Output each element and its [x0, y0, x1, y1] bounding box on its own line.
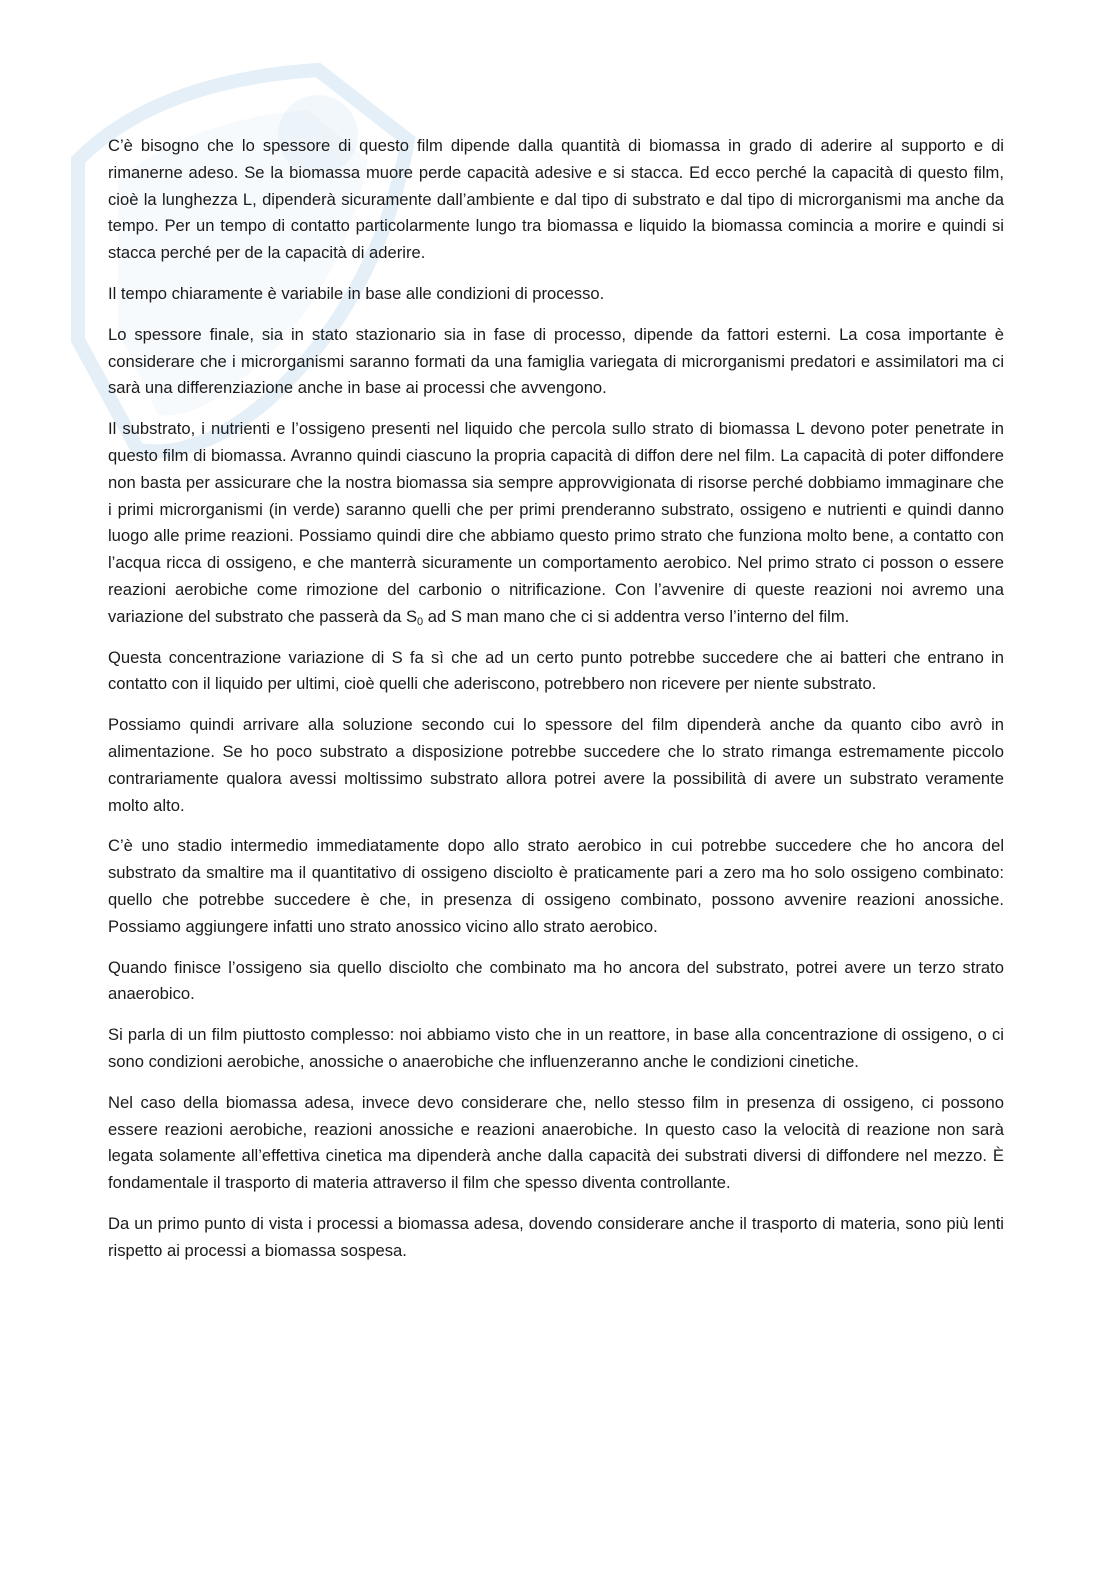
paragraph-10: Nel caso della biomassa adesa, invece devo considerare che, nello stesso film in presenza di ossigeno, ci possono essere reazioni aerobiche, reazioni anossiche e reazioni anaerobiche. In questo caso la velocità di reazione non sarà legata solamente all’effettiva cinetica ma dipenderà anche dalla capacità dei substrati diversi di diffondere nel mezzo. È fondamentale il trasporto di materia attraverso il film che spesso diventa controllante. — [108, 1092, 1004, 1193]
paragraph-8: Quando finisce l’ossigeno sia quello disciolto che combinato ma ho ancora del substrato, potrei avere un terzo strato anaerobico. — [108, 957, 1004, 1004]
paragraph-9: Si parla di un film piuttosto complesso: noi abbiamo visto che in un reattore, in base alla concentrazione di ossigeno, o ci sono condizioni aerobiche, anossiche o anaerobiche che influenzeranno anche le condizioni cinetiche. — [108, 1025, 1004, 1071]
paragraph-11: Da un primo punto di vista i processi a biomassa adesa, dovendo considerare anche il trasporto di materia, sono più lenti rispetto ai processi a biomassa sospesa. — [108, 1213, 1004, 1260]
paragraph-4-text: Il substrato, i nutrienti e l’ossigeno presenti nel liquido che percola sullo strato di biomassa L devono poter penetrate in questo film di biomassa. Avranno quindi ciascuno la propria capacità di diffon dere nel film. La capacità di poter diffondere non basta per assicurare che la nostra biomassa sia sempre approvvigionata di risorse perché dobbiamo immaginare che i primi microrganismi (in verde) saranno quelli che per primi prenderanno substrato, ossigeno e nutrienti e quindi danno luogo alle prime reazioni. Possiamo quindi dire che abbiamo questo primo strato che funziona molto bene, a contatto con l’acqua ricca di ossigeno, e che manterrà sicuramente un comportamento aerobico. Nel primo strato ci posson o essere reazioni aerobiche come rimozione del carbonio o nitrificazione. Con l’avvenire di queste reazioni noi avremo una variazione del substrato che passerà da S — [108, 419, 1004, 626]
paragraph-3: Lo spessore finale, sia in stato stazionario sia in fase di processo, dipende da fattori esterni. La cosa importante è considerare che i microrganismi saranno formati da una famiglia variegata di microrganismi predatori e assimilatori ma ci sarà una differenziazione anche in base ai processi che avvengono. — [108, 324, 1004, 398]
subscript-zero: 0 — [417, 615, 424, 628]
paragraph-4 — [108, 416, 1004, 630]
paragraph-1: C’è bisogno che lo spessore di questo film dipende dalla quantità di biomassa in grado di aderire al supporto e di rimanerne adeso. Se la biomassa muore perde capacità adesive e si stacca. Ed ecco perché la capacità di questo film, cioè la lunghezza L, dipenderà sicuramente dall’ambiente e dal tipo di substrato e dal tipo di microrganismi ma anche da tempo. Per un tempo di contatto particolarmente lungo tra biomassa e liquido la biomassa comincia a morire e quindi si stacca perché per de la capacità di aderire. — [108, 136, 1004, 263]
document-body — [108, 133, 1004, 1278]
paragraph-2: Il tempo chiaramente è variabile in base alle condizioni di processo. — [108, 283, 605, 303]
paragraph-7: C’è uno stadio intermedio immediatamente dopo allo strato aerobico in cui potrebbe succedere che ho ancora del substrato da smaltire ma il quantitativo di ossigeno disciolto è praticamente pari a zero ma ho solo ossigeno combinato: quello che potrebbe succedere è che, in presenza di ossigeno combinato, possono avvenire reazioni anossiche. Possiamo aggiungere infatti uno strato anossico vicino allo strato aerobico. — [108, 836, 1004, 936]
paragraph-4-tail: ad S man mano che ci si addentra verso l’interno del film. — [423, 606, 850, 626]
paragraph-5: Questa concentrazione variazione di S fa sì che ad un certo punto potrebbe succedere che ai batteri che entrano in contatto con il liquido per ultimi, cioè quelli che aderiscono, potrebbero non ricevere per niente substrato. — [108, 647, 1004, 694]
paragraph-6: Possiamo quindi arrivare alla soluzione secondo cui lo spessore del film dipenderà anche da quanto cibo avrò in alimentazione. Se ho poco substrato a disposizione potrebbe succedere che lo strato rimanga estremamente piccolo contrariamente qualora avessi moltissimo substrato allora potrei avere la possibilità di avere un substrato veramente molto alto. — [108, 715, 1004, 815]
